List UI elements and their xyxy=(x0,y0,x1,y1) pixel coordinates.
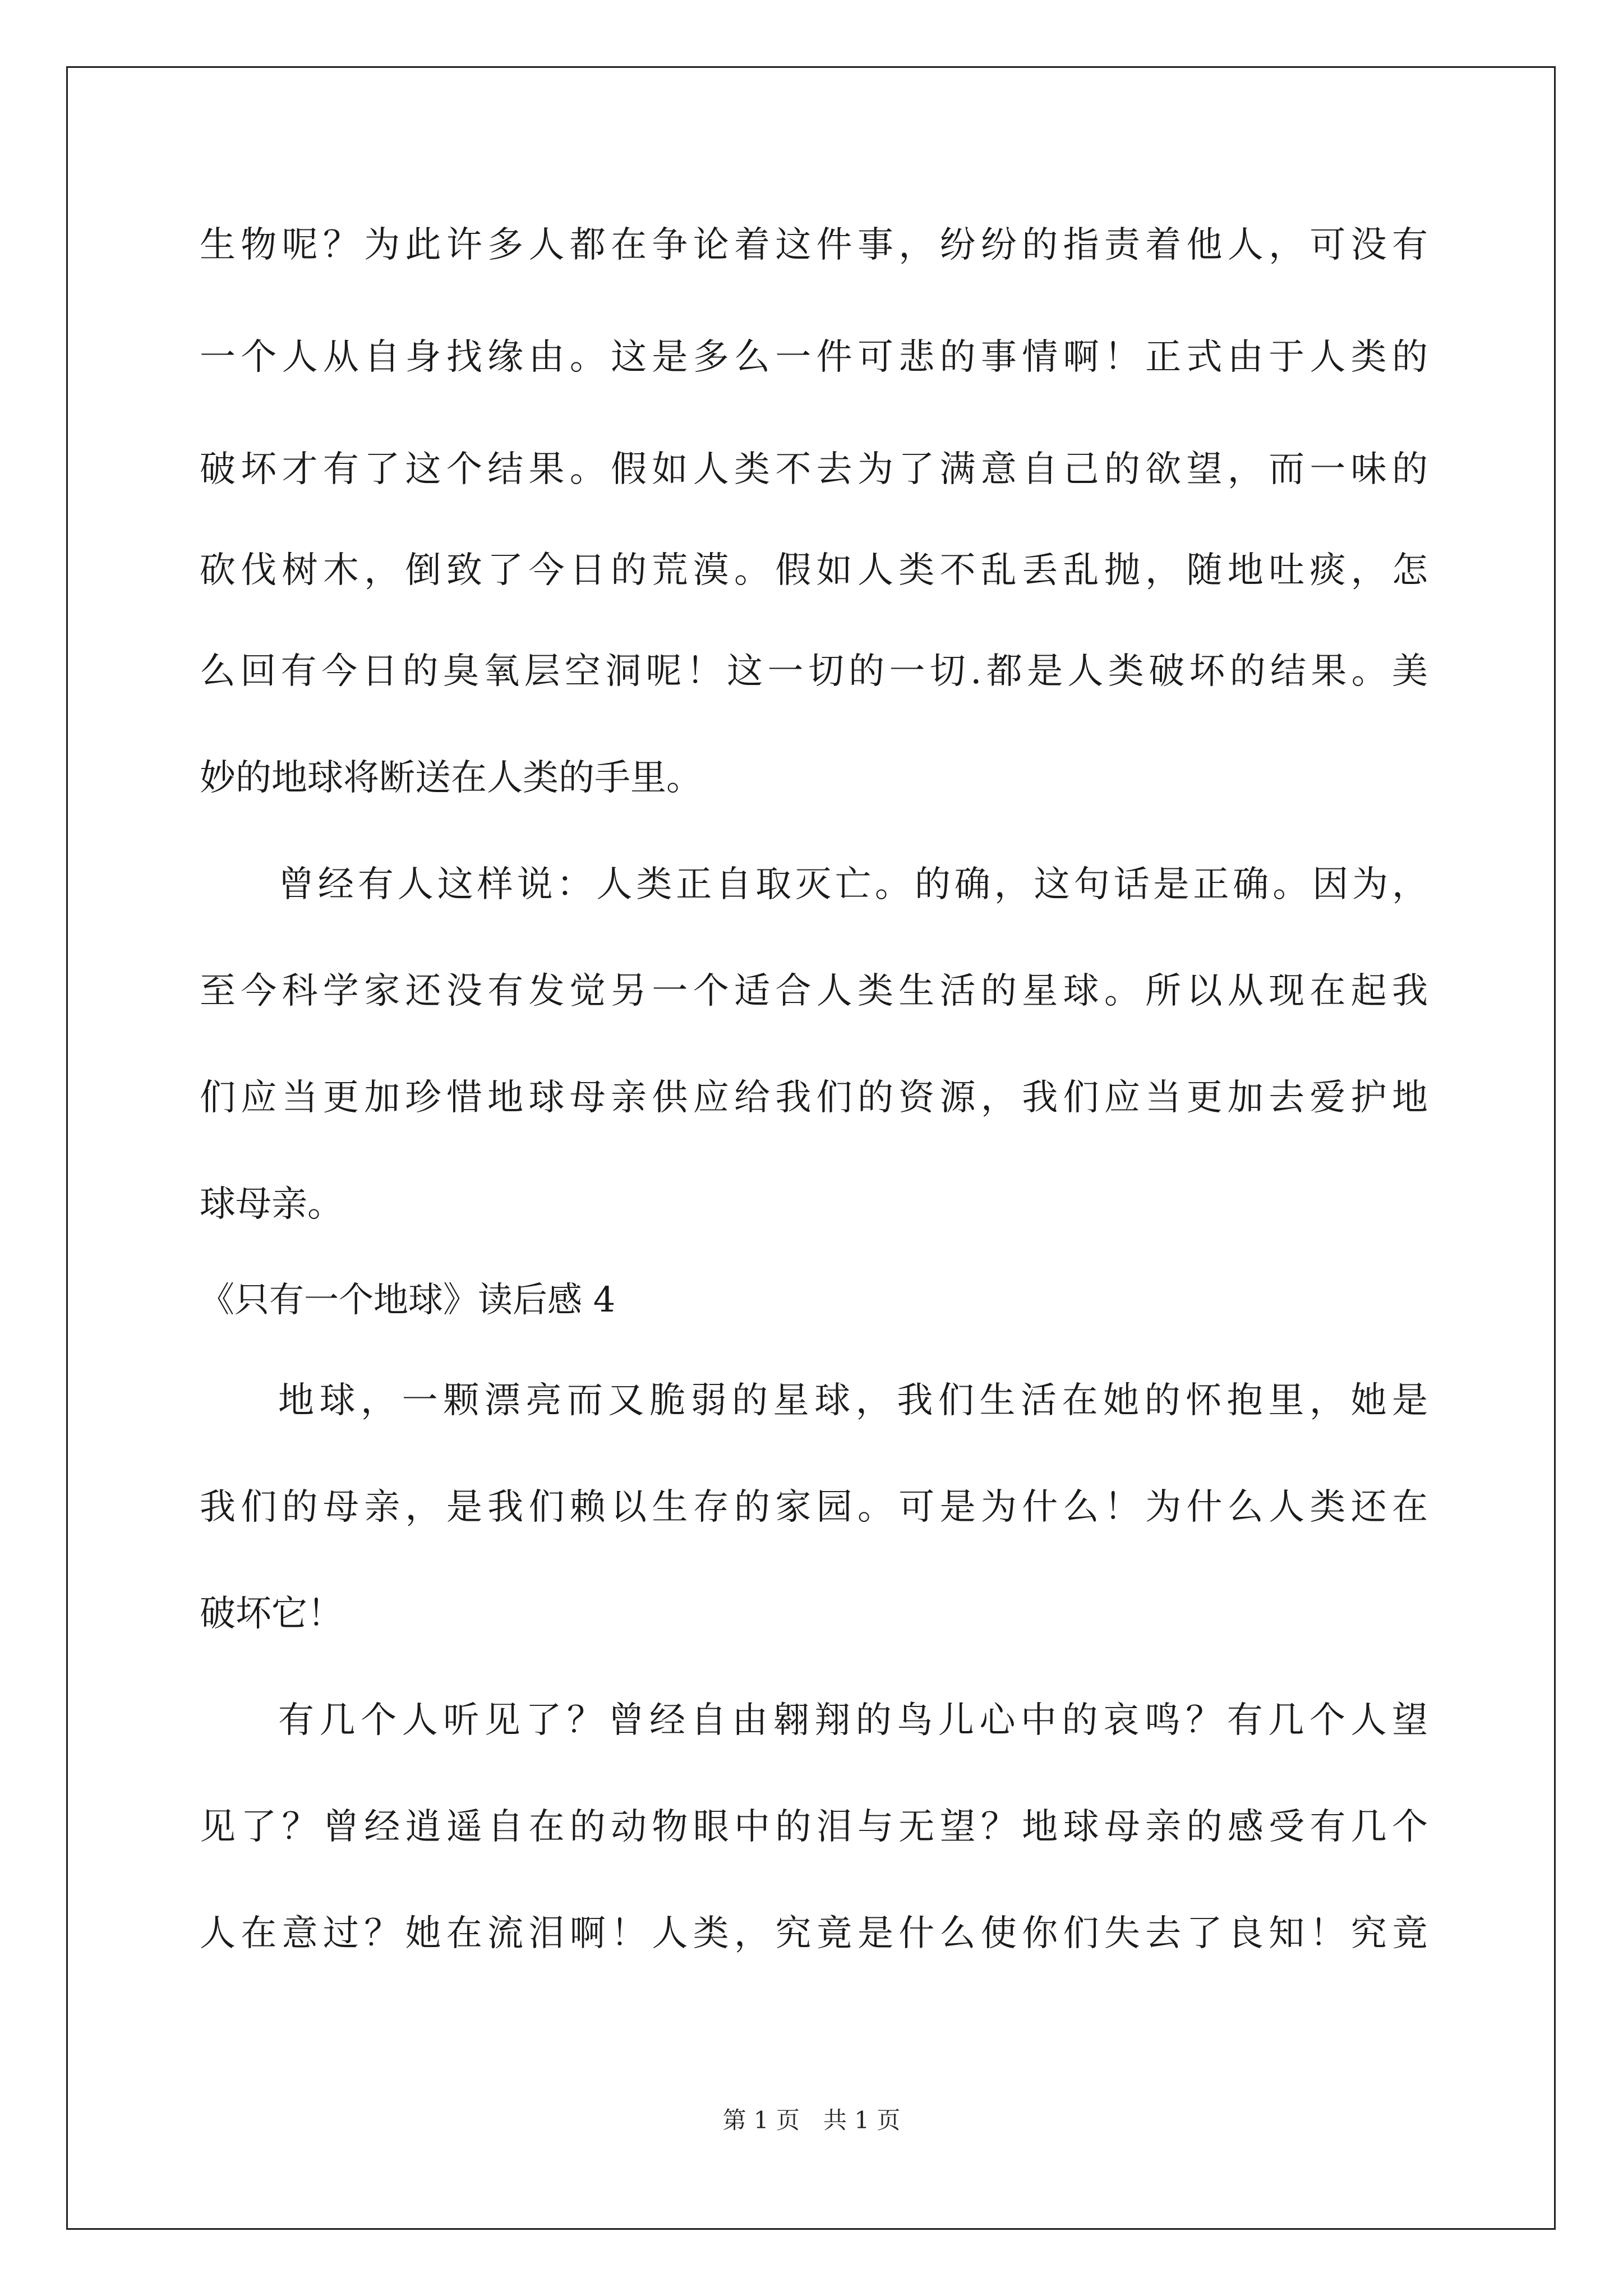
paragraph-1-line-1: 生物呢？为此许多人都在争论着这件事，纷纷的指责着他人，可没有 xyxy=(200,224,1428,266)
paragraph-2-line-1: 曾经有人这样说：人类正自取灭亡。的确，这句话是正确。因为， xyxy=(278,864,1428,905)
paragraph-4-line-3: 人在意过？她在流泪啊！人类，究竟是什么使你们失去了良知！究竟 xyxy=(200,1913,1428,1954)
section-title: 《只有一个地球》读后感 4 xyxy=(200,1279,616,1320)
paragraph-2-line-3: 们应当更加珍惜地球母亲供应给我们的资源，我们应当更加去爱护地 xyxy=(200,1077,1428,1119)
paragraph-3-line-2: 我们的母亲，是我们赖以生存的家园。可是为什么！为什么人类还在 xyxy=(200,1487,1428,1528)
paragraph-4-line-2: 见了？曾经逍遥自在的动物眼中的泪与无望？地球母亲的感受有几个 xyxy=(200,1806,1428,1848)
paragraph-1-line-5: 么回有今日的臭氧层空洞呢！这一切的一切.都是人类破坏的结果。美 xyxy=(200,651,1428,692)
paragraph-2-line-2: 至今科学家还没有发觉另一个适合人类生活的星球。所以从现在起我 xyxy=(200,970,1428,1012)
paragraph-4-line-1: 有几个人听见了？曾经自由翱翔的鸟儿心中的哀鸣？有几个人望 xyxy=(278,1700,1428,1741)
paragraph-2-line-4: 球母亲。 xyxy=(200,1184,343,1225)
page-border xyxy=(66,66,1556,2230)
paragraph-1-line-4: 砍伐树木，倒致了今日的荒漠。假如人类不乱丢乱抛，随地吐痰，怎 xyxy=(200,550,1428,591)
paragraph-3-line-3: 破坏它！ xyxy=(200,1593,343,1635)
page-footer: 第 1 页 共 1 页 xyxy=(722,2106,901,2134)
paragraph-1-line-3: 破坏才有了这个结果。假如人类不去为了满意自己的欲望，而一味的 xyxy=(200,449,1428,490)
paragraph-1-line-2: 一个人从自身找缘由。这是多么一件可悲的事情啊！正式由于人类的 xyxy=(200,337,1428,378)
paragraph-3-line-1: 地球，一颗漂亮而又脆弱的星球，我们生活在她的怀抱里，她是 xyxy=(278,1380,1428,1421)
paragraph-1-line-6: 妙的地球将断送在人类的手里。 xyxy=(200,757,702,799)
